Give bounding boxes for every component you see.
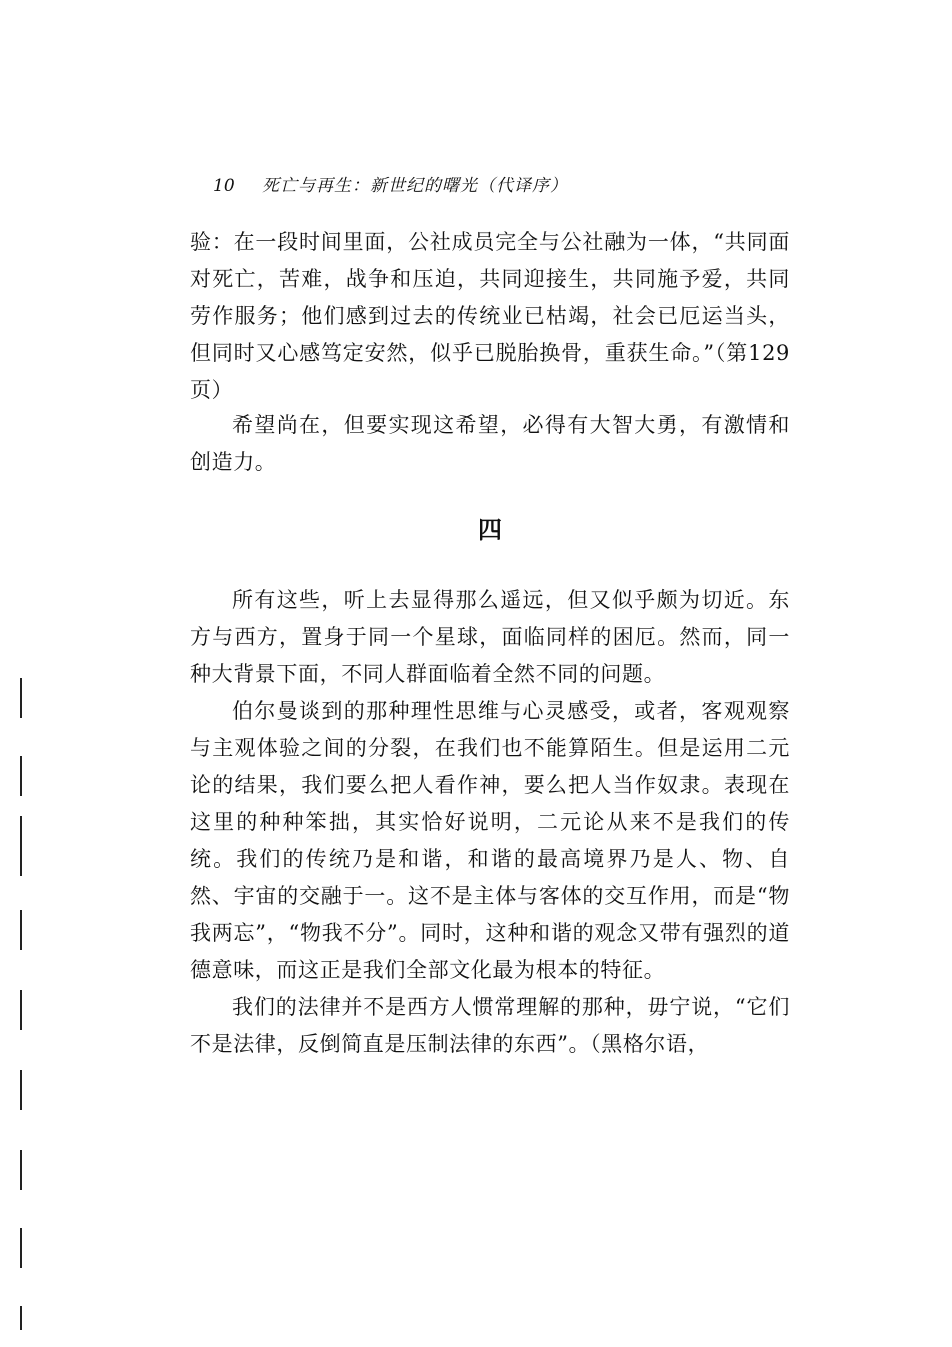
paragraph: 我们的法律并不是西方人惯常理解的那种，毋宁说，“它们不是法律，反倒简直是压制法律的东西”。（黑格尔语， — [190, 995, 790, 1056]
section-heading: 四 — [478, 515, 502, 544]
paragraph: 希望尚在，但要实现这希望，必得有大智大勇，有激情和创造力。 — [190, 413, 790, 474]
page-number: 10 — [213, 176, 235, 196]
paragraph: 伯尔曼谈到的那种理性思维与心灵感受，或者，客观观察与主观体验之间的分裂，在我们也不能算陌生。但是运用二元论的结果，我们要么把人看作神，要么把人当作奴隶。表现在这里的种种笨拙，其实恰好说明，二元论从来不是我们的传统。我们的传统乃是和谐，和谐的最高境界乃是人、物、自然、宇宙的交融于一。这不是主体与客体的交互作用，而是“物我两忘”，“物我不分”。同时，这种和谐的观念又带有强烈的道德意味，而这正是我们全部文化最为根本的特征。 — [190, 699, 790, 982]
scan-edge-mark — [20, 1306, 22, 1330]
scan-edge-mark — [20, 910, 22, 950]
scan-edge-mark — [20, 678, 22, 718]
scan-edge-mark — [20, 756, 22, 796]
scan-edge-mark — [20, 816, 22, 876]
scan-edge-mark — [20, 1150, 22, 1190]
text-block-hope — [190, 407, 790, 481]
scan-edge-mark — [20, 1228, 22, 1268]
scan-edge-mark — [20, 1070, 22, 1110]
running-head — [213, 172, 813, 200]
text-block-section-four — [190, 582, 790, 1063]
paragraph: 验：在一段时间里面，公社成员完全与公社融为一体，“共同面对死亡，苦难，战争和压迫，共同迎接生，共同施予爱，共同劳作服务；他们感到过去的传统业已枯竭，社会已厄运当头，但同时又心感笃定安然，似乎已脱胎换骨，重获生命。”（第129页） — [190, 230, 790, 402]
scan-edge-mark — [20, 990, 22, 1030]
text-block-top — [190, 224, 790, 409]
paragraph: 所有这些，听上去显得那么遥远，但又似乎颇为切近。东方与西方，置身于同一个星球，面临同样的困厄。然而，同一种大背景下面，不同人群面临着全然不同的问题。 — [190, 588, 790, 686]
running-title: 死亡与再生：新世纪的曙光（代译序） — [262, 176, 569, 196]
